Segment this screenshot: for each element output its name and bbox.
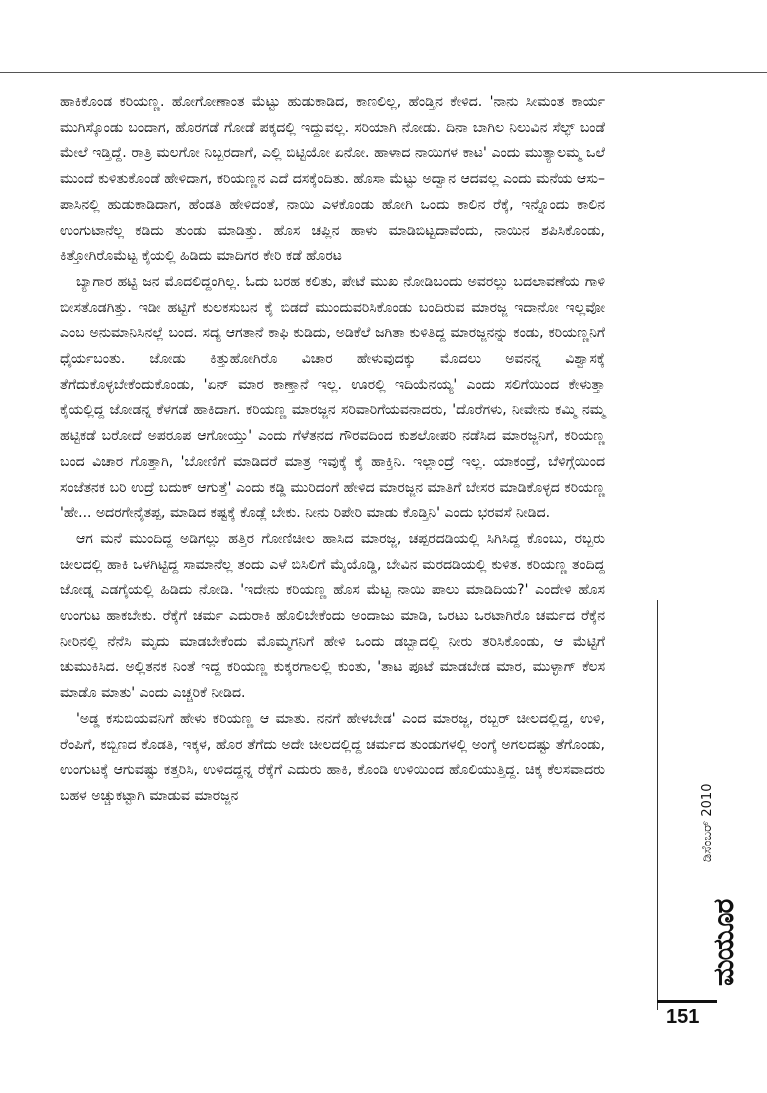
article-body (60, 90, 605, 810)
article-paragraph: 'ಅಡ್ಡ ಕಸುಬಿಯವನಿಗೆ ಹೇಳು ಕರಿಯಣ್ಣ ಆ ಮಾತು. ನನಗೆ ಹೇಳಬೇಡ' ಎಂದ ಮಾರಜ್ಜ, ರಬ್ಬರ್ ಚೀಲದಲ್ಲಿದ್ದ, ಉಳಿ, ರೆಂಪಿಗೆ, ಕಬ್ಬಿಣದ ಕೊಡತಿ, ಇಕ್ಕಳ, ಹೊರ ತೆಗೆದು ಅದೇ ಚೀಲದಲ್ಲಿದ್ದ ಚರ್ಮದ ತುಂಡುಗಳಲ್ಲಿ ಅಂಗ್ಕೆ ಅಗಲದಷ್ಟು ತೆಗೊಂಡು, ಉಂಗುಟಕ್ಕೆ ಆಗುವಷ್ಟು ಕತ್ತರಿಸಿ, ಉಳಿದದ್ದನ್ನ ರೆಕ್ಕೆಗೆ ಎದುರು ಹಾಕಿ, ಕೊಂಡಿ ಉಳಿಯಿಂದ ಹೊಲಿಯುತ್ತಿದ್ದ. ಚಿಕ್ಕ ಕೆಲಸವಾದರು ಬಹಳ ಅಚ್ಚುಕಟ್ಟಾಗಿ ಮಾಡುವ ಮಾರಜ್ಜನ (60, 710, 605, 804)
article-paragraph: ಹಾಕಿಕೊಂಡ ಕರಿಯಣ್ಣ. ಹೋಗೋಣಾಂತ ಮೆಟ್ಟು ಹುಡುಕಾಡಿದ, ಕಾಣಲಿಲ್ಲ, ಹೆಂಡ್ತಿನ ಕೇಳಿದ. 'ನಾನು ಸೀಮಂತ ಕಾರ್ಯ ಮುಗಿಸ್ಕೊಂಡು ಬಂದಾಗ, ಹೊರಗಡೆ ಗೋಡೆ ಪಕ್ಕದಲ್ಲಿ ಇದ್ದುವಲ್ಲ. ಸರಿಯಾಗಿ ನೋಡು. ದಿನಾ ಬಾಗಿಲ ನಿಲುವಿನ ಸೆಲ್ಫ್ ಬಂಡೆ ಮೇಲೆ ಇಡ್ತಿದ್ದೆ. ರಾತ್ರಿ ಮಲಗೋ ನಿಬ್ಬರದಾಗೆ, ಎಲ್ಲಿ ಬಿಟ್ಟಿಯೋ ಏನೋ. ಹಾಳಾದ ನಾಯಿಗಳ ಕಾಟ' ಎಂದು ಮುತ್ಯಾಲಮ್ಮ ಒಲೆ ಮುಂದೆ ಕುಳಿತುಕೊಂಡೆ ಹೇಳಿದಾಗ, ಕರಿಯಣ್ಣನ ಎದೆ ದಸಕ್ಕೆಂದಿತು. ಹೊಸಾ ಮೆಟ್ಟು ಅದ್ವಾನ ಆದವಲ್ಲ ಎಂದು ಮನೆಯ ಆಸು–ಪಾಸಿನಲ್ಲಿ ಹುಡುಕಾಡಿದಾಗ, ಹೆಂಡತಿ ಹೇಳಿದಂತೆ, ನಾಯಿ ಎಳಕೊಂಡು ಹೋಗಿ ಒಂದು ಕಾಲಿನ ರೆಕ್ಕೆ, ಇನ್ನೊಂದು ಕಾಲಿನ ಉಂಗುಟಾನೆಲ್ಲ ಕಡಿದು ತುಂಡು ಮಾಡಿತ್ತು. ಹೊಸ ಚಪ್ಲಿನ ಹಾಳು ಮಾಡಿಬಿಟ್ಟದಾವೆಂದು, ನಾಯಿನ ಶಪಿಸಿಕೊಂಡು, ಕಿತ್ತೋಗಿರೊಮೆಟ್ಟ ಕೈಯಲ್ಲಿ ಹಿಡಿದು ಮಾದಿಗರ ಕೇರಿ ಕಡೆ ಹೊರಟ (60, 94, 605, 265)
magazine-logo: ಮಯೂರ (707, 899, 740, 986)
article-paragraph: ಆಗ ಮನೆ ಮುಂದಿದ್ದ ಅಡಿಗಲ್ಲು ಹತ್ತಿರ ಗೋಣಿಚೀಲ ಹಾಸಿದ ಮಾರಜ್ಜ, ಚಪ್ಪರದಡಿಯಲ್ಲಿ ಸಿಗಿಸಿದ್ದ ಕೊಂಬು, ರಬ್ಬರು ಚೀಲದಲ್ಲಿ ಹಾಕಿ ಒಳಗಿಟ್ಟಿದ್ದ ಸಾಮಾನೆಲ್ಲ ತಂದು ಎಳೆ ಬಿಸಿಲಿಗೆ ಮೈಯೊಡ್ಡಿ, ಬೇವಿನ ಮರದಡಿಯಲ್ಲಿ ಕುಳಿತ. ಕರಿಯಣ್ಣ ತಂದಿದ್ದ ಜೋಡ್ನ ಎಡಗೈಯಲ್ಲಿ ಹಿಡಿದು ನೋಡಿ. 'ಇದೇನು ಕರಿಯಣ್ಣ ಹೊಸ ಮೆಟ್ಟ ನಾಯಿ ಪಾಲು ಮಾಡಿದಿಯ?' ಎಂದೇಳಿ ಹೊಸ ಉಂಗುಟ ಹಾಕಬೇಕು. ರೆಕ್ಕೆಗೆ ಚರ್ಮ ಎದುರಾಕಿ ಹೊಲಿಬೇಕೆಂದು ಅಂದಾಜು ಮಾಡಿ, ಒರಟು ಒರಟಾಗಿರೊ ಚರ್ಮದ ರೆಕ್ಕೆನ ನೀರಿನಲ್ಲಿ ನೆನೆಸಿ ಮೃದು ಮಾಡಬೇಕೆಂದು ಮೊಮ್ಮಗನಿಗೆ ಹೇಳಿ ಒಂದು ಡಬ್ಬಾದಲ್ಲಿ ನೀರು ತರಿಸಿಕೊಂಡು, ಆ ಮೆಟ್ಟಿಗೆ ಚುಮುಕಿಸಿದ. ಅಲ್ಲಿತನಕ ನಿಂತೆ ಇದ್ದ ಕರಿಯಣ್ಣ ಕುಕ್ಕರಗಾಲಲ್ಲಿ ಕುಂತು, 'ತಾಟ ಪೂಟೆ ಮಾಡಬೇಡ ಮಾರ, ಮುಳ್ಳಾಗ್ ಕೆಲಸ ಮಾಡೊ ಮಾತು' ಎಂದು ಎಚ್ಚರಿಕೆ ನೀಡಿದ. (60, 530, 605, 702)
issue-date: ಡಿಸೆಂಬರ್ 2010 (700, 783, 715, 862)
top-rule (0, 72, 767, 73)
article-paragraph: ಬ್ಯಾಗಾರ ಹಟ್ಟಿ ಜನ ಮೊದಲಿದ್ದಂಗಿಲ್ಲ. ಓದು ಬರಹ ಕಲಿತು, ಪೇಟೆ ಮುಖ ನೋಡಿಬಂದು ಅವರಲ್ಲು ಬದಲಾವಣೆಯ ಗಾಳಿ ಬೀಸತೊಡಗಿತ್ತು. ಇಡೀ ಹಟ್ಟಿಗೆ ಕುಲಕಸುಬನ ಕೈ ಬಿಡದೆ ಮುಂದುವರಿಸಿಕೊಂಡು ಬಂದಿರುವ ಮಾರಜ್ಜ ಇದಾನೋ ಇಲ್ಲವೋ ಎಂಬ ಅನುಮಾನಿಸಿನಲ್ಲೆ ಬಂದ. ಸದ್ಯ ಆಗತಾನೆ ಕಾಫಿ ಕುಡಿದು, ಅಡಿಕೆಲೆ ಜಗಿತಾ ಕುಳಿತಿದ್ದ ಮಾರಜ್ಜನನ್ನು ಕಂಡು, ಕರಿಯಣ್ಣನಿಗೆ ಧೈರ್ಯಬಂತು. ಜೋಡು ಕಿತ್ತುಹೋಗಿರೊ ವಿಚಾರ ಹೇಳುವುದಕ್ಕು ಮೊದಲು ಅವನನ್ನ ವಿಶ್ವಾಸಕ್ಕೆ ತೆಗೆದುಕೊಳ್ಳಬೇಕೆಂದುಕೊಂಡು, 'ಏನ್ ಮಾರ ಕಾಣ್ತಾನೆ ಇಲ್ಲ. ಊರಲ್ಲಿ ಇದಿಯೆನಯ್ಯ' ಎಂದು ಸಲಿಗೆಯಿಂದ ಕೇಳುತ್ತಾ ಕೈಯಲ್ಲಿದ್ದ ಜೋಡನ್ನ ಕೆಳಗಡೆ ಹಾಕಿದಾಗ. ಕರಿಯಣ್ಣ ಮಾರಜ್ಜನ ಸರಿವಾರಿಗೆಯವನಾದರು, 'ದೊರೆಗಳು, ನೀವೇನು ಕಮ್ಮಿ ನಮ್ಮ ಹಟ್ಟಿಕಡೆ ಬರೋದೆ ಅಪರೂಪ ಆಗೋಯ್ತು' ಎಂದು ಗೆಳೆತನದ ಗೌರವದಿಂದ ಕುಶಲೋಪರಿ ನಡೆಸಿದ ಮಾರಜ್ಜನಿಗೆ, ಕರಿಯಣ್ಣ ಬಂದ ವಿಚಾರ ಗೊತ್ತಾಗಿ, 'ಬೋಣಿಗೆ ಮಾಡಿದರೆ ಮಾತ್ರ ಇವುಕ್ಕೆ ಕೈ ಹಾಕ್ತಿನಿ. ಇಲ್ಲಾಂದ್ರೆ ಇಲ್ಲ. ಯಾಕಂದ್ರೆ, ಬೆಳಿಗ್ಗೆಯಿಂದ ಸಂಜೆತನಕ ಬರಿ ಉದ್ರೆ ಬದುಕ್ ಆಗುತ್ತೆ' ಎಂದು ಕಡ್ಡಿ ಮುರಿದಂಗೆ ಹೇಳಿದ ಮಾರಜ್ಜನ ಮಾತಿಗೆ ಬೇಸರ ಮಾಡಿಕೊಳ್ಳದ ಕರಿಯಣ್ಣ 'ಹೇ... ಅದರಗೇನೈತಪ್ಪ, ಮಾಡಿದ ಕಷ್ಟಕ್ಕೆ ಕೊಡ್ಲೆ ಬೇಕು. ನೀನು ರಿಪೇರಿ ಮಾಡು ಕೊಡ್ತಿನಿ' ಎಂದು ಭರವಸೆ ನೀಡಿದ. (60, 273, 605, 522)
page-number-rule (657, 1000, 717, 1003)
page-number: 151 (666, 1006, 700, 1028)
sidebar-divider (657, 600, 658, 1010)
